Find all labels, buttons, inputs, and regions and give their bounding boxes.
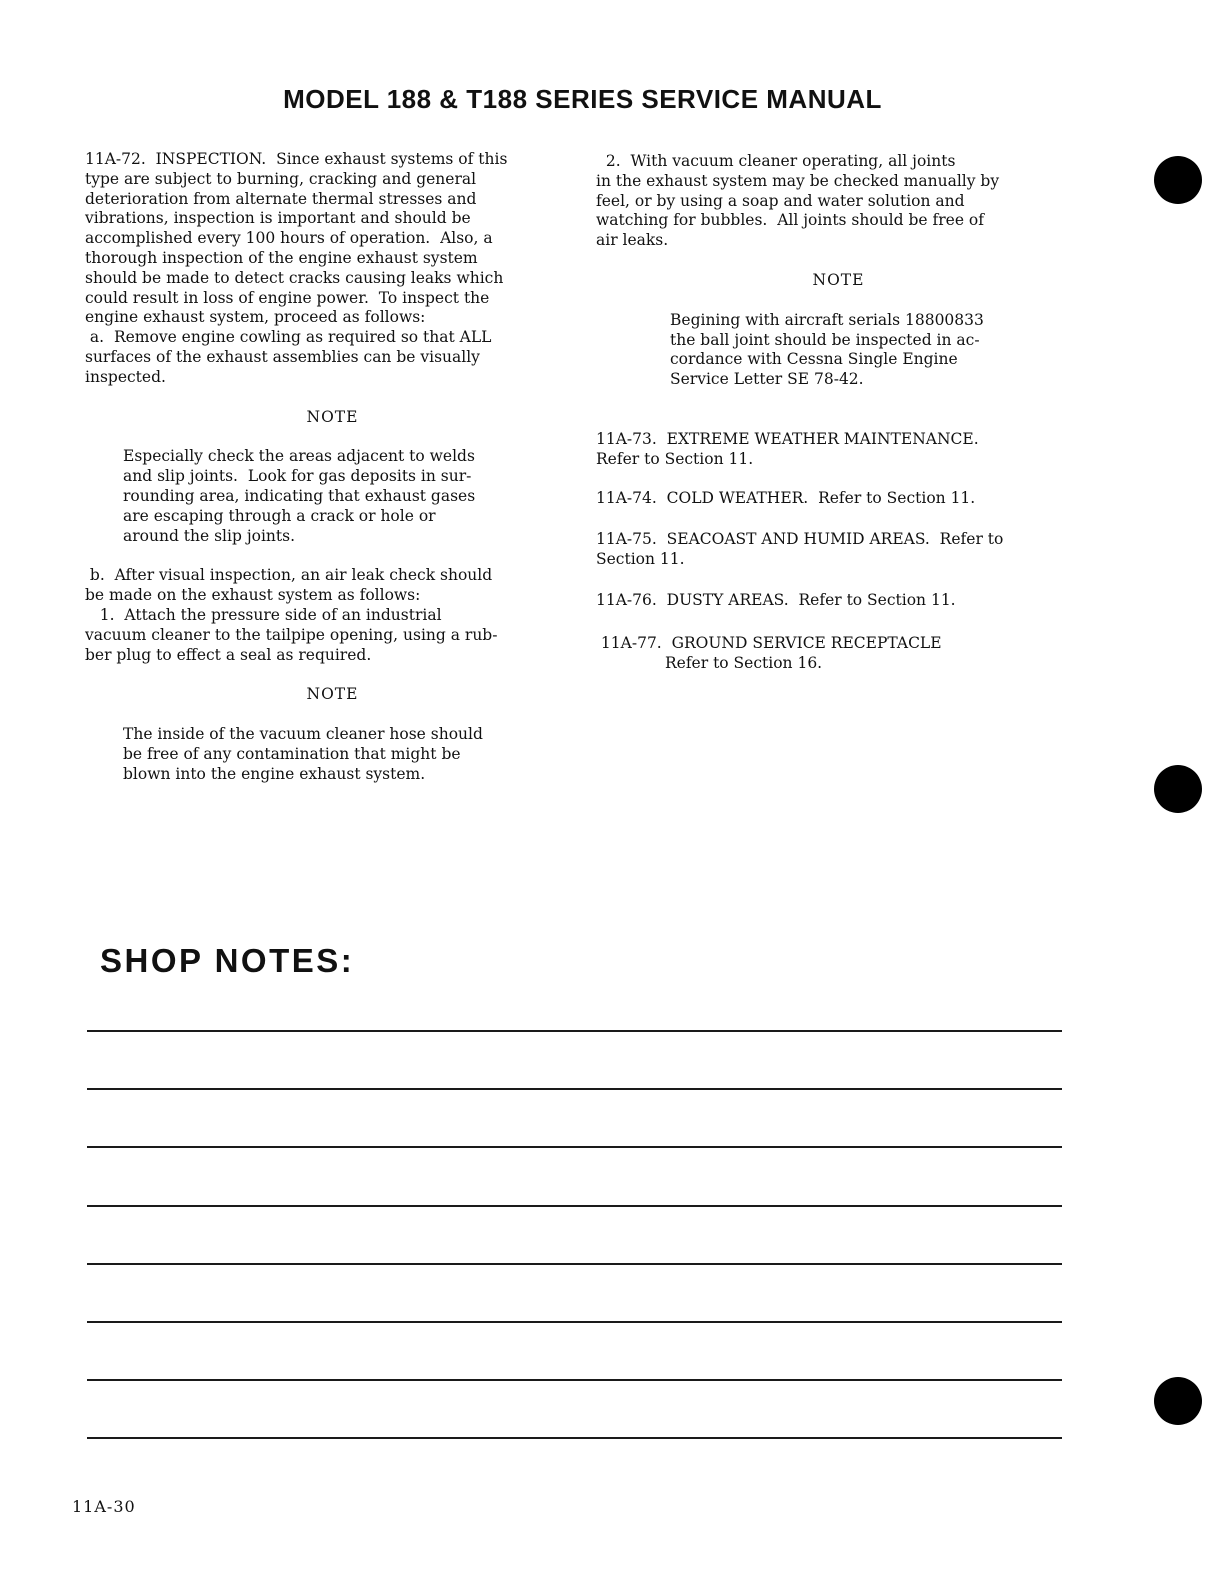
step-b-paragraph [85,566,580,665]
left-column [85,150,580,785]
text-line: thorough inspection of the engine exhaust system [85,248,478,267]
text-line: 11A-77. GROUND SERVICE RECEPTACLE [596,633,942,652]
cold-weather-paragraph [596,489,1071,509]
text-line: 11A-73. EXTREME WEATHER MAINTENANCE. [596,429,979,448]
text-line: blown into the engine exhaust system. [123,764,426,783]
text-line: watching for bubbles. All joints should be free of [596,211,984,230]
text-line: 1. Attach the pressure side of an industrial [85,605,442,624]
text-line: Refer to Section 16. [596,653,823,672]
step-2-paragraph [596,152,1071,251]
note-heading: NOTE [306,407,359,426]
text-line: 2. With vacuum cleaner operating, all joints [596,152,956,170]
text-line: and slip joints. Look for gas deposits in sur- [123,467,472,486]
binder-hole-icon [1154,156,1202,204]
inspection-paragraph [85,150,580,388]
text-line: Service Letter SE 78-42. [670,370,864,389]
note-heading: NOTE [306,685,359,704]
shop-notes-rule [87,1146,1062,1148]
text-line: Begining with aircraft serials 18800833 [670,310,984,329]
text-line: are escaping through a crack or hole or [123,506,436,525]
ground-service-paragraph [596,634,1071,674]
extreme-weather-paragraph [596,430,1071,470]
shop-notes-rule [87,1030,1062,1032]
binder-hole-icon [1154,765,1202,813]
shop-notes-rule [87,1437,1062,1439]
text-line: ber plug to effect a seal as required. [85,645,372,664]
text-line: a. Remove engine cowling as required so that ALL [85,328,492,347]
text-line: inspected. [85,367,166,386]
note-vacuum-hose [85,725,580,784]
text-line: rounding area, indicating that exhaust gases [123,486,476,505]
text-line: 11A-75. SEACOAST AND HUMID AREAS. Refer to [596,530,1004,549]
shop-notes-rule [87,1263,1062,1265]
text-line: in the exhaust system may be checked manually by [596,171,1000,190]
text-line: feel, or by using a soap and water solution and [596,191,965,210]
page-number: 11A-30 [72,1497,136,1516]
text-line: air leaks. [596,231,669,250]
text-line: should be made to detect cracks causing leaks which [85,268,504,287]
text-line: 11A-72. INSPECTION. Since exhaust systems of this [85,150,508,168]
text-line: could result in loss of engine power. To inspect the [85,288,490,307]
text-line: Refer to Section 11. [596,449,754,468]
dusty-areas-paragraph [596,591,1071,611]
note-ball-joint [596,311,1071,390]
shop-notes-rule [87,1205,1062,1207]
right-column [596,150,1071,673]
text-line: cordance with Cessna Single Engine [670,350,958,369]
text-line: around the slip joints. [123,526,296,545]
seacoast-paragraph [596,530,1071,570]
shop-notes-rule [87,1379,1062,1381]
text-line: vacuum cleaner to the tailpipe opening, using a rub- [85,625,498,644]
text-line: engine exhaust system, proceed as follows: [85,308,426,327]
text-line: b. After visual inspection, an air leak check should [85,566,493,585]
shop-notes-title: SHOP NOTES: [100,942,355,979]
text-line: Especially check the areas adjacent to welds [123,447,475,466]
text-line: type are subject to burning, cracking and general [85,169,477,188]
note-heading: NOTE [812,270,865,289]
shop-notes-rule [87,1321,1062,1323]
text-line: 11A-74. COLD WEATHER. Refer to Section 11. [596,488,976,507]
text-line: 11A-76. DUSTY AREAS. Refer to Section 11. [596,590,956,609]
shop-notes-rule [87,1088,1062,1090]
text-line: be made on the exhaust system as follows: [85,586,421,605]
text-line: the ball joint should be inspected in ac- [670,330,980,349]
text-line: The inside of the vacuum cleaner hose should [123,725,483,744]
text-line: Section 11. [596,550,685,569]
page-header-title: MODEL 188 & T188 SERIES SERVICE MANUAL [283,84,882,114]
note-welds [85,447,580,546]
text-line: deterioration from alternate thermal stresses and [85,189,477,208]
text-line: be free of any contamination that might be [123,744,461,763]
binder-hole-icon [1154,1377,1202,1425]
text-line: accomplished every 100 hours of operation. Also, a [85,229,493,248]
text-line: surfaces of the exhaust assemblies can be visually [85,347,480,366]
text-line: vibrations, inspection is important and should be [85,209,471,228]
